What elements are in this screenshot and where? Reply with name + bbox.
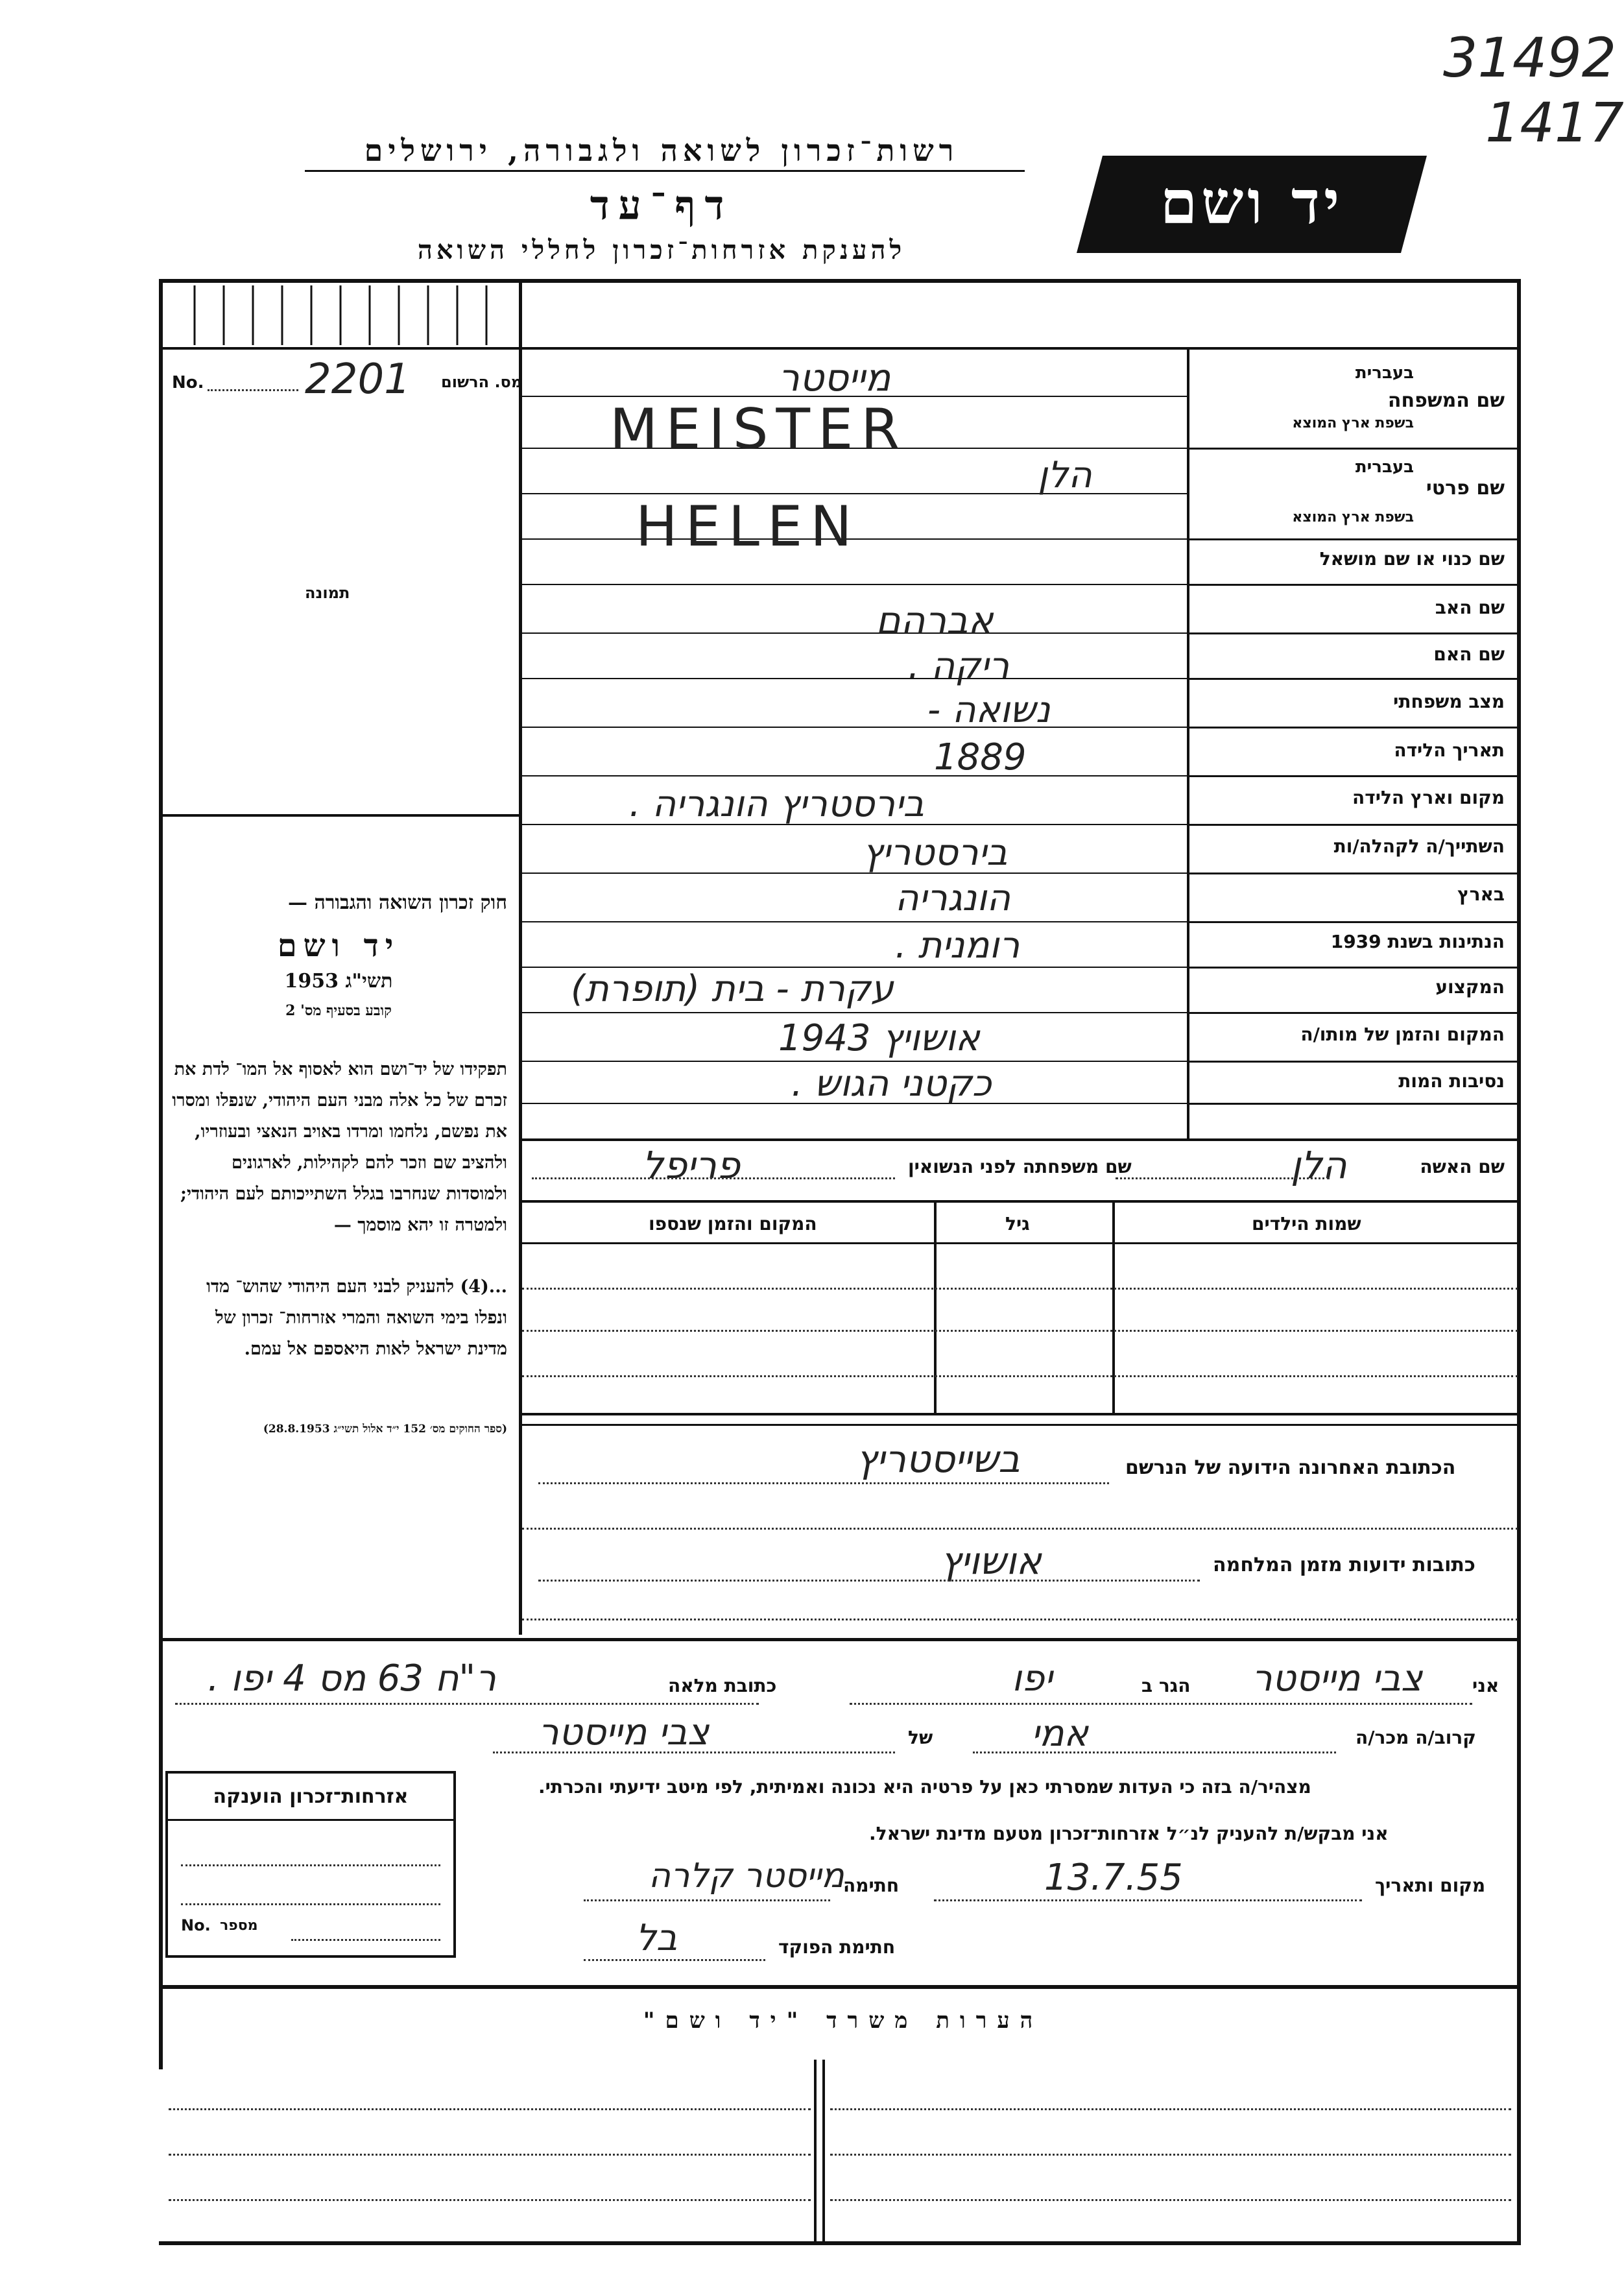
surname-local-value: MEISTER: [610, 397, 908, 462]
last-address-label: הכתובת האחרונה הידועה של הנרשם: [1125, 1456, 1456, 1479]
tick-row: [165, 285, 516, 345]
war-address-value: אושויץ: [940, 1539, 1042, 1583]
birth-place-label: מקום וארץ הלידה: [1352, 787, 1505, 808]
full-address-label: כתובת מלאה: [668, 1675, 777, 1696]
resident-city: יפו: [1012, 1657, 1053, 1700]
birth-place-value: בירסטריץ הונגריה .: [629, 783, 924, 825]
citizenship-box-no-en: No.: [181, 1916, 211, 1934]
law-title: חוק זכרון השואה והגבורה —: [288, 891, 507, 914]
declaration-statement: מצהיר/ה בזה כי העדות שמסרתי כאן על פרטיה היא נכונה ואמיתית, לפי מיטב ידיעתי והכרתי.: [538, 1776, 1311, 1798]
marital-value: נשואה -: [927, 689, 1051, 731]
maiden-value: פריפל: [642, 1143, 741, 1187]
children-col-age: גיל: [1005, 1213, 1030, 1234]
form-title: דף־עד: [590, 182, 734, 229]
death-label: המקום והזמן של מותו/ה: [1300, 1024, 1505, 1045]
registration-label-he: מס. הרשום: [441, 373, 523, 391]
father-value: אברהם: [876, 598, 994, 642]
law-clause: ...(4) להעניק לבני העם היהודי שהוש־ מדו ונפלו בימי השואה והמרי אזרחות־ זכרון של מדינת ישראל לאות היאספם אל עמם.: [206, 1277, 507, 1359]
signature-label: חתימה: [843, 1875, 900, 1896]
relation-value: אמי: [1031, 1713, 1088, 1755]
law-year: תשי"ג 1953: [284, 970, 393, 993]
nickname-label: שם כנוי או שם מושאל: [1319, 548, 1505, 570]
death-value: אושויץ 1943: [778, 1017, 980, 1059]
declaration-ani: אני: [1472, 1675, 1499, 1696]
of-label: של: [908, 1727, 933, 1748]
first-name-local-tag: בשפת ארץ המוצא: [1292, 509, 1414, 525]
war-address-label: כתובות ידועות מזמן המלחמה: [1213, 1554, 1475, 1576]
place-date-label: מקום ותאריך: [1375, 1875, 1486, 1896]
children-col-place: המקום והזמן שנספו: [649, 1213, 817, 1234]
surname-label: שם המשפחה: [1387, 389, 1505, 412]
circumstances-label: נסיבות המות: [1398, 1070, 1505, 1092]
surname-hebrew-value: מייסטר: [778, 355, 891, 400]
officer-label: חתימת הפוקד: [778, 1936, 896, 1958]
law-name: יד ושם: [277, 928, 400, 964]
officer-signature: בל: [636, 1917, 678, 1959]
last-address-value: בשייסטריץ: [856, 1437, 1020, 1481]
community-value: בירסטריץ: [863, 832, 1008, 874]
first-name-hebrew-tag: בעברית: [1355, 457, 1414, 477]
citizenship-label: הנתינות בשנת 1939: [1330, 931, 1505, 952]
photo-label: תמונה: [305, 584, 350, 602]
archive-number-secondary: 1417: [1485, 91, 1624, 154]
spouse-value: הלן: [1291, 1143, 1347, 1187]
children-col-names: שמות הילדים: [1252, 1213, 1361, 1234]
law-body: תפקידו של יד־ושם הוא לאסוף אל המו־ לדת את זכרם של כל אלה מבני העם היהודי, שנפלו ומסרו את נפשם, נלחמו ומרדו באויב הנאצי ובעוזריו, ולהציב שם וזכר להם לקהילות, לארגונים ולמוסדות שנחרבו בגלל השתייכותם לעם היהודי; ולמטרה זו יהא מוסמך —: [172, 1059, 507, 1235]
logo-text: יד ושם: [1160, 167, 1344, 237]
office-notes-title: הערות משרד "יד ושם": [643, 2008, 1044, 2034]
circumstances-value: כקטני הגוש .: [791, 1063, 992, 1105]
of-value: צבי מייסטר: [538, 1711, 710, 1753]
table-row: [522, 1288, 1518, 1290]
first-name-hebrew-value: הלן: [1038, 454, 1092, 496]
full-address-value: ר"ח 63 מס 4 יפו .: [208, 1657, 496, 1700]
registration-number: 2201: [305, 355, 411, 403]
org-name: רשות־זכרון לשואה ולגבורה, ירושלים: [364, 133, 959, 168]
table-row: [522, 1330, 1518, 1332]
birth-date-label: תאריך הלידה: [1394, 740, 1505, 761]
surname-local-tag: בשפת ארץ המוצא: [1292, 415, 1414, 431]
spouse-label: שם האשה: [1420, 1156, 1505, 1177]
resident-label: הגר ב: [1141, 1675, 1191, 1696]
profession-label: המקצוע: [1435, 976, 1505, 998]
citizenship-box-title: אזרחות־זכרון הוענקה: [213, 1785, 409, 1808]
declaration-request: אני מבקש/ת להעניק לנ״ל אזרחות־זכרון מטעם מדינת ישראל.: [869, 1823, 1389, 1844]
country-value: הונגריה: [895, 877, 1011, 919]
profession-value: עקרת - בית (תופרת): [571, 968, 894, 1010]
signature-value: מייסטר קלרה: [649, 1857, 844, 1896]
declarant-name: צבי מייסטר: [1252, 1657, 1423, 1700]
mother-label: שם האם: [1433, 644, 1505, 665]
place-date-value: 13.7.55: [1044, 1857, 1183, 1899]
archive-number: 31492: [1443, 26, 1617, 90]
table-row: [522, 1375, 1518, 1377]
law-section: קובע בסעיף מס' 2: [285, 1002, 392, 1019]
father-label: שם האב: [1435, 597, 1505, 618]
surname-hebrew-tag: בעברית: [1355, 363, 1414, 383]
citizenship-value: רומנית .: [895, 924, 1020, 967]
law-reference: (ספר החוקים מס׳ 152 י״ד אלול תשי״ג 28.8.1953): [263, 1423, 507, 1436]
birth-date-value: 1889: [934, 736, 1027, 778]
country-label: בארץ: [1457, 884, 1505, 905]
marital-label: מצב משפחתי: [1393, 691, 1505, 712]
community-label: השתייך/ה לקהלה/ות: [1333, 836, 1505, 857]
citizenship-box-no-he: מספר: [220, 1918, 258, 1934]
relation-label: קרוב/ה מכר/ה: [1355, 1727, 1476, 1748]
form-subtitle: להענקת אזרחות־זכרון לחללי השואה: [417, 235, 906, 265]
first-name-label: שם פרטי: [1426, 477, 1505, 500]
citizenship-granted-box: [165, 1771, 456, 1958]
registration-label-en: No.: [172, 373, 204, 392]
first-name-local-value: HELEN: [636, 494, 860, 559]
yad-vashem-logo: [1077, 156, 1427, 253]
maiden-label: שם משפחתה לפני הנשואין: [908, 1156, 1132, 1177]
mother-value: ריקה .: [908, 645, 1010, 687]
